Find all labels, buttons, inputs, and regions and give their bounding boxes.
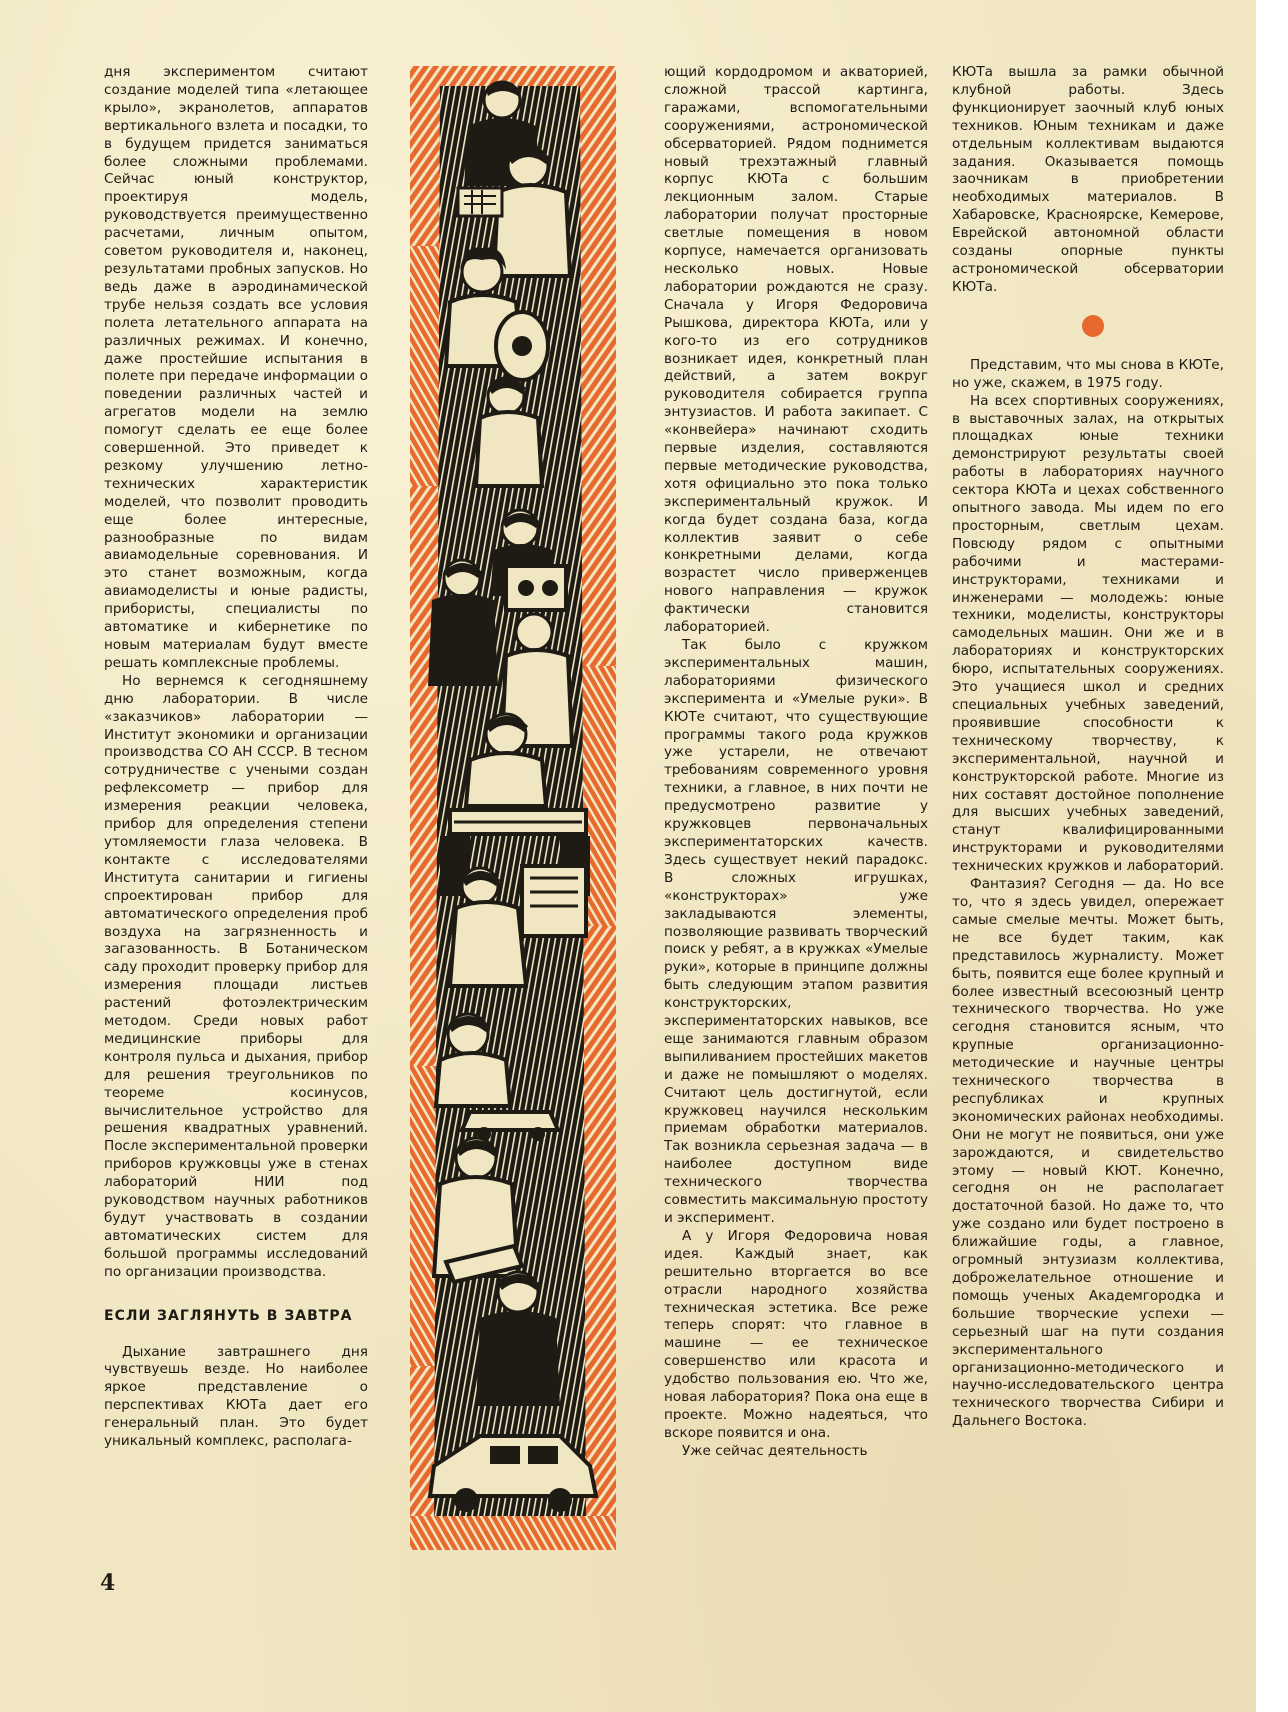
paragraph: Но вернемся к сегодняшнему дню лаборатории. В числе «заказчиков» лаборатории — Институт экономики и организации производства СО АН СССР. В тесном сотрудничестве с учеными создан рефлексометр — прибор для измерения реакции человека, прибор для определения степени утомляемости глаза человека. В контакте с исследователями Института санитарии и гигиены спроектирован прибор для автоматического определения проб воздуха на загрязненность и загазованность. В Ботаническом саду проходит проверку прибор для измерения площади листьев растений фотоэлектрическим методом. Среди новых работ медицинские приборы для контроля пульса и дыхания, прибор для решения треугольников по теореме косинусов, вычислительное устройство для решения квадратных уравнений. После экспериментальной проверки приборов кружковцы уже в стенах лабораторий НИИ под руководством научных работников будут участвовать в создании автоматических систем для большой программы исследований по организации производства. <box>104 672 368 1280</box>
paragraph: ющий кордодромом и акваторией, сложной трассой картинга, гаражами, вспомогательными сооружениями, астрономической обсерваторией. Рядом поднимется новый трехэтажный главный корпус КЮТа с большим лекционным залом. Старые лаборатории получат просторные светлые помещения в новом корпусе, намечается организовать несколько новых. Новые лаборатории рождаются не сразу. Сначала у Игоря Федоровича Рышкова, директора КЮТа, или у кого-то из его сотрудников возникает идея, конкретный план действий, а затем вокруг руководителя собирается группа энтузиастов. И работа закипает. С «конвейера» начинают сходить первые изделия, составляются первые методические руководства, хотя официально это пока только экспериментальный кружок. И когда будет создана база, когда коллектив заявит о себе конкретными делами, когда возрастет число приверженцев нового направления — кружок фактически становится лабораторией. <box>664 64 928 636</box>
paragraph: А у Игоря Федоровича новая идея. Каждый знает, как решительно вторгается во все отрасли народного хозяйства техническая эстетика. Все реже теперь спорят: что главное в машине — ее техническое совершенство или красота и удобство пользования ею. Что же, новая лаборатория? Пока она еще в проекте. Можно надеяться, что вскоре появится и она. <box>664 1227 928 1441</box>
paragraph: Представим, что мы снова в КЮТе, но уже, скажем, в 1975 году. <box>952 356 1224 391</box>
paragraph: КЮТа вышла за рамки обычной клубной работы. Здесь функционирует заочный клуб юных техников. Юным техникам и даже отдельным коллективам выдаются задания. Оказывается помощь заочникам в приобретении необходимых материалов. В Хабаровске, Красноярске, Кемерове, Еврейской автономной области созданы опорные пункты астрономической обсерватории КЮТа. <box>952 64 1224 295</box>
woodcut-illustration <box>410 66 616 1550</box>
page-number: 4 <box>100 1570 116 1596</box>
paragraph: дня экспериментом считают создание моделей типа «летающее крыло», экранолетов, аппаратов вертикального взлета и посадки, то в будущем придется заниматься более сложными проблемами. Сейчас юный конструктор, проектируя модель, руководствуется преимущественно расчетами, личным опытом, советом руководителя и, наконец, результатами пробных запусков. Но ведь даже в аэродинамической трубе нельзя создать все условия полета летательного аппарата на различных режимах. И конечно, даже простейшие испытания в полете при передаче информации о поведении различных частей и агрегатов модели на землю помогут сделать ее еще более совершенной. Это приведет к резкому улучшению летно-технических характеристик моделей, что позволит проводить еще более интересные, разнообразные по видам авиамодельные соревнования. И это станет возможным, когда авиамоделисты и юные радисты, прибористы, специалисты по автоматике и кибернетике по новым материалам будут вместе решать комплексные проблемы. <box>104 64 368 671</box>
text-column-1 <box>104 64 368 1451</box>
paragraph: На всех спортивных сооружениях, в выставочных залах, на открытых площадках юные техники демонстрируют результаты своей работы в лабораториях научного сектора КЮТа и цехах собственного опытного завода. Мы идем по его просторным, светлым цехам. Повсюду рядом с опытными рабочими и мастерами-инструкторами, техниками и инженерами — молодежь: юные техники, моделисты, конструкторы самодельных машин. Они же и в лабораториях и конструкторских бюро, испытательных сооружениях. Это учащиеся школ и средних специальных учебных заведений, проявившие способности к техническому творчеству, к экспериментальной, научной и конструкторской работе. Многие из них составят достойное пополнение для высших учебных заведений, станут квалифицированными инструкторами и руководителями технических кружков и лабораторий. <box>952 392 1225 875</box>
young-technicians-icon <box>410 66 616 1550</box>
paragraph: Фантазия? Сегодня — да. Но все то, что я здесь увидел, опережает самые смелые мечты. Может быть, не все будет таким, как представилось журналисту. Может быть, появится еще более крупный и более известный всесоюзный центр технического творчества. Но уже сегодня становится ясным, что крупные организационно-методические и научные центры технического творчества в республиках и крупных экономических районах необходимы. Они не могут не появиться, они уже зарождаются, и свидетельство этому — новый КЮТ. Конечно, сегодня он не располагает достаточной базой. Но даже то, что уже создано или будет построено в ближайшие годы, а главное, огромный энтузиазм коллектива, доброжелательное отношение и помощь ученых Академгородка и большие творческие успехи — серьезный шаг на пути создания экспериментального организационно-методического и научно-исследовательского центра технического творчества Сибири и Дальнего Востока. <box>952 876 1224 1430</box>
paragraph: Дыхание завтрашнего дня чувствуешь везде. Но наиболее яркое представление о перспективах КЮТа дает его генеральный план. Это будет уникальный комплекс, располага- <box>104 1343 368 1450</box>
paragraph: Уже сейчас деятельность <box>682 1442 868 1459</box>
text-column-4 <box>952 64 1224 1431</box>
text-column-3 <box>664 64 928 1461</box>
paragraph: Так было с кружком экспериментальных машин, лабораториями физического эксперимента и «Умелые руки». В КЮТе считают, что существующие программы такого рода кружков уже устарели, не отвечают требованиям современного уровня техники, а главное, в них почти не предусмотрено развитие у кружковцев первоначальных экспериментаторских качеств. Здесь существует некий парадокс. В сложных игрушках, «конструкторах» уже закладываются элементы, позволяющие развивать творческий поиск у ребят, а в кружках «Умелые руки», которые в принципе должны быть следующим этапом развития конструкторских, экспериментаторских навыков, все еще занимаются главным образом выпиливанием простейших макетов и даже не помышляют о моделях. Считают цель достигнутой, если кружковец научился нескольким приемам обработки материалов. Так возникла серьезная задача — в наиболее доступном виде технического творчества совместить максимальную простоту и эксперимент. <box>664 637 928 1226</box>
orange-dot-icon <box>1082 315 1104 337</box>
section-heading: ЕСЛИ ЗАГЛЯНУТЬ В ЗАВТРА <box>104 1307 353 1324</box>
section-divider <box>952 297 1224 357</box>
